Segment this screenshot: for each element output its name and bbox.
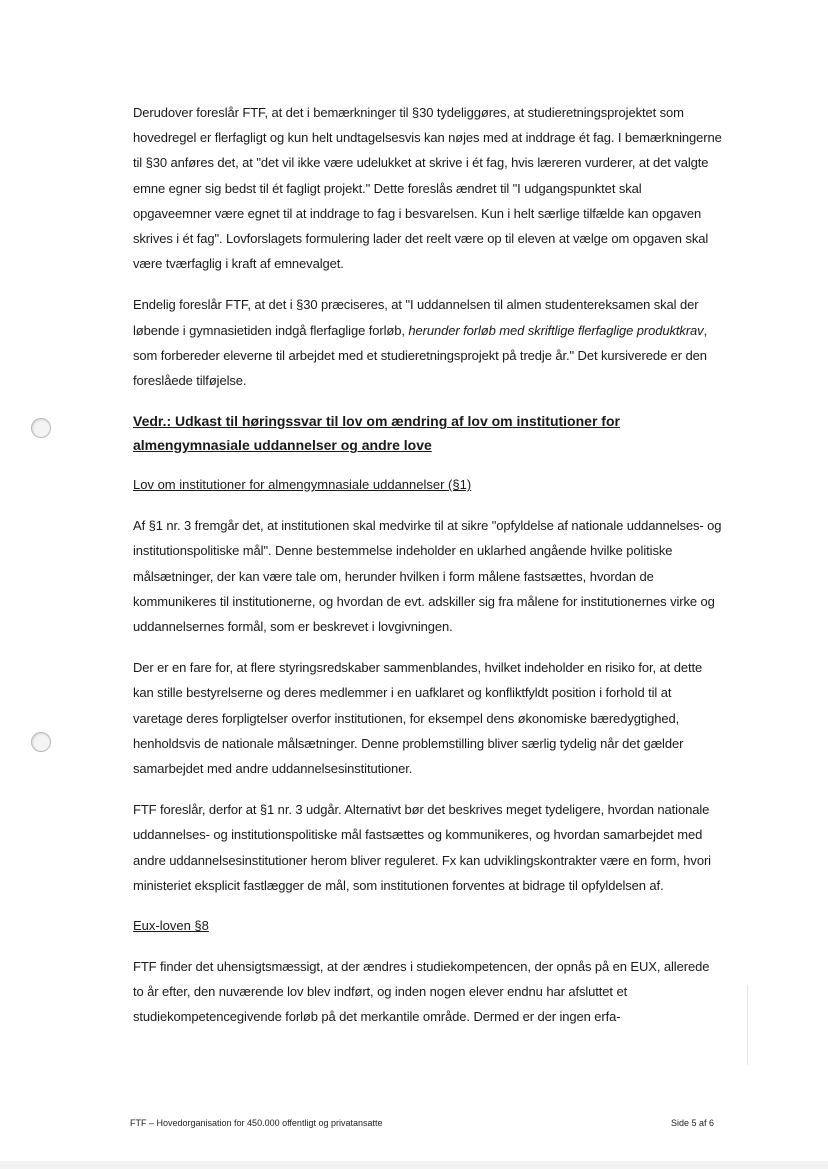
paragraph-styringsredskaber: Der er en fare for, at flere styringsredskaber sammenblandes, hvilket indeholder en risiko for, at dette kan stille bestyrelserne og deres medlemmer i en uafklaret og konfliktfyldt position i forhold til at varetage deres forpligtelser overfor institutionen, for eksempel dens økonomiske bæredygtighed, henholdsvis de nationale målsætninger. Denne problemstilling bliver særlig tydelig når det gælder samarbejdet med andre uddannelsesinstitutioner. xyxy=(133,660,703,777)
paragraph-eux-studiekompetence: FTF finder det uhensigtsmæssigt, at der ændres i studiekompetencen, der opnås på en EUX, allerede to år efter, den nuværende lov blev indført, og inden nogen elever endnu har afsluttet et studiekompetencegivende forløb på det merkantile område. Dermed er der ingen erfa- xyxy=(133,959,710,1025)
punch-hole-top xyxy=(31,418,51,438)
subsection-heading-institutionslov: Lov om institutioner for almengymnasiale uddannelser (§1) xyxy=(133,477,472,493)
document-body xyxy=(133,100,723,1030)
section-heading: Vedr.: Udkast til høringssvar til lov om ændring af lov om institutioner for almengymnasiale uddannelser og andre love xyxy=(133,413,620,454)
page-number: Side 5 af 6 xyxy=(670,1118,714,1128)
scan-bottom-band xyxy=(0,1161,828,1169)
subsection-heading-eux: Eux-loven §8 xyxy=(133,918,209,934)
paragraph-text: , som forbereder eleverne til arbejdet med et studieretningsprojekt på tredje år." Det kursiverede er den foreslåede tilføjelse. xyxy=(133,322,708,389)
scan-edge-line xyxy=(747,985,748,1065)
paragraph-ftf-forslag: FTF foreslår, derfor at §1 nr. 3 udgår. Alternativt bør det beskrives meget tydeligere, hvordan nationale uddannelses- og institutionspolitiske mål fastsættes og kommunikeres, og hvordan samarbejdet med andre uddannelsesinstitutioner herom bliver reguleret. Fx kan udviklingskontrakter være en form, hvori ministeriet eksplicit fastlægger de mål, som institutionen forventes at bidrage til opfyldelsen af. xyxy=(133,802,711,893)
paragraph-flerfaglige-forloeb xyxy=(133,292,723,393)
paragraph-paragraf1-nr3: Af §1 nr. 3 fremgår det, at institutionen skal medvirke til at sikre "opfyldelse af nationale uddannelses- og institutionspolitiske mål". Denne bestemmelse indeholder en uklarhed angående hvilke politiske målsætninger, der kan være tale om, herunder hvilken i form målene fastsættes, hvordan de kommunikeres til institutionerne, og hvordan de evt. adskiller sig fra målene for institutionernes virke og uddannelsernes formål, som er beskrevet i lovgivningen. xyxy=(133,518,722,635)
footer-organisation: FTF – Hovedorganisation for 450.000 offentligt og privatansatte xyxy=(130,1118,383,1128)
page-footer xyxy=(130,1118,714,1128)
italic-addition: herunder forløb med skriftlige flerfaglige produktkrav xyxy=(408,322,704,338)
paragraph-text: Endelig foreslår FTF, at det i §30 præciseres, at "I uddannelsen til almen studentereksamen skal der løbende i gymnasietiden indgå flerfaglige forløb, xyxy=(133,297,699,338)
paragraph-srp-bemaerkninger: Derudover foreslår FTF, at det i bemærkninger til §30 tydeliggøres, at studieretningsprojektet som hovedregel er flerfagligt og kun helt undtagelsesvis kan nøjes med at inddrage ét fag. I bemærkningerne til §30 anføres det, at "det vil ikke være udelukket at skrive i ét fag, hvis læreren vurderer, at det valgte emne egner sig bedst til ét fagligt projekt." Dette foreslås ændret til "I udgangspunktet skal opgaveemner være egnet til at inddrage to fag i besvarelsen. Kun i helt særlige tilfælde kan opgaven skrives i ét fag". Lovforslagets formulering lader det reelt være op til eleven at vælge om opgaven skal være tværfaglig i kraft af emnevalget. xyxy=(133,105,722,272)
punch-hole-bottom xyxy=(31,732,51,752)
